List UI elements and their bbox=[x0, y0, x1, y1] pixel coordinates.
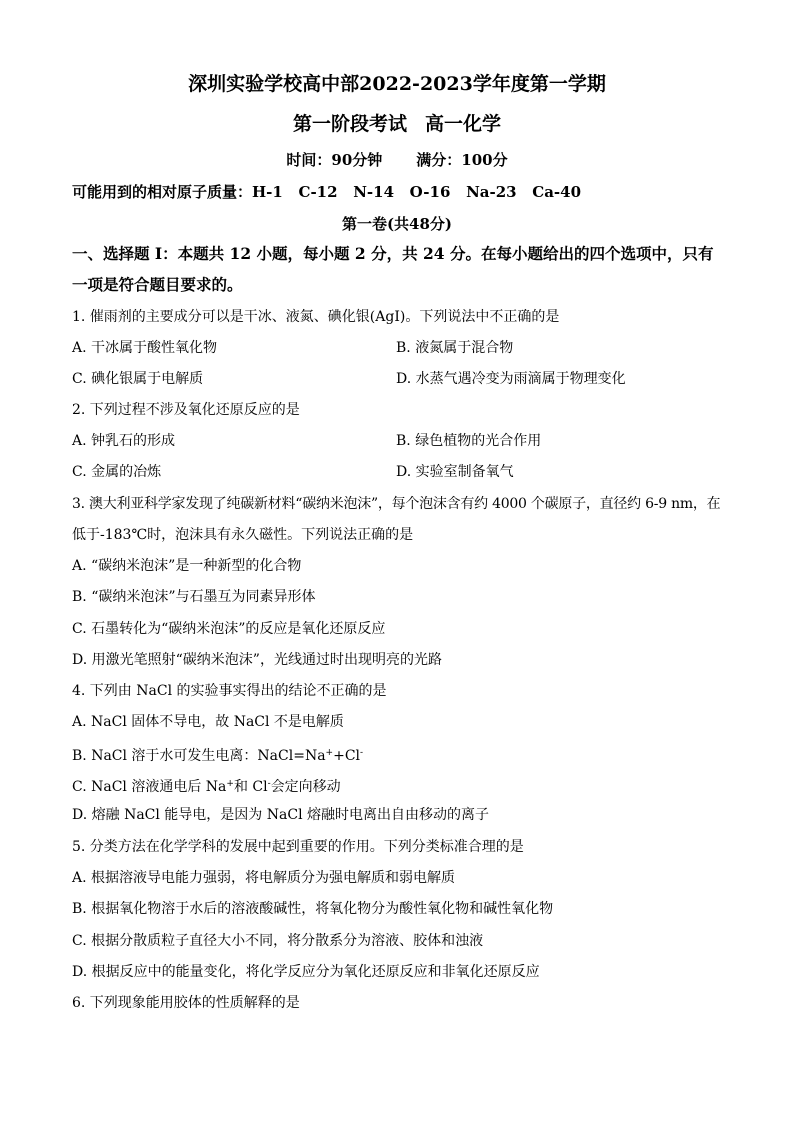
q4-option-d: D. 熔融 NaCl 能导电，是因为 NaCl 熔融时电离出自由移动的离子 bbox=[72, 807, 489, 823]
q4-option-c-text: C. NaCl 溶液通电后 Na bbox=[72, 779, 227, 795]
q5-option-c: C. 根据分散质粒子直径大小不同，将分散系分为溶液、胶体和浊液 bbox=[72, 933, 484, 949]
q3-option-c: C. 石墨转化为“碳纳米泡沫”的反应是氧化还原反应 bbox=[72, 621, 386, 637]
q4-option-b-mid: +Cl bbox=[333, 748, 361, 764]
exam-subtitle bbox=[0, 112, 794, 136]
exam-stage: 第一阶段考试 bbox=[292, 113, 407, 135]
exam-time: 时间：90分钟 bbox=[286, 151, 383, 169]
q1-option-a: A. 干冰属于酸性氧化物 bbox=[72, 340, 218, 356]
q1-stem: 1. 催雨剂的主要成分可以是干冰、液氮、碘化银(AgI)。下列说法中不正确的是 bbox=[72, 309, 560, 325]
q6-stem: 6. 下列现象能用胶体的性质解释的是 bbox=[72, 995, 300, 1011]
q5-option-a: A. 根据溶液导电能力强弱，将电解质分为强电解质和弱电解质 bbox=[72, 870, 456, 886]
q4-option-a: A. NaCl 固体不导电，故 NaCl 不是电解质 bbox=[72, 714, 344, 730]
atomic-masses: 可能用到的相对原子质量：H-1 C-12 N-14 O-16 Na-23 Ca-40 bbox=[72, 183, 582, 201]
q4-option-c-sup1: + bbox=[226, 779, 234, 789]
exam-meta bbox=[0, 150, 794, 170]
q2-stem: 2. 下列过程不涉及氧化还原反应的是 bbox=[72, 402, 300, 418]
q5-option-b: B. 根据氧化物溶于水后的溶液酸碱性，将氧化物分为酸性氧化物和碱性氧化物 bbox=[72, 901, 554, 917]
q4-stem: 4. 下列由 NaCl 的实验事实得出的结论不正确的是 bbox=[72, 683, 387, 699]
section-heading-line2: 一项是符合题目要求的。 bbox=[72, 275, 243, 294]
q4-option-c bbox=[72, 775, 341, 796]
q4-option-b-text: B. NaCl 溶于水可发生电离：NaCl=Na bbox=[72, 748, 326, 764]
q2-option-b: B. 绿色植物的光合作用 bbox=[396, 433, 542, 449]
q3-option-a: A. “碳纳米泡沫”是一种新型的化合物 bbox=[72, 558, 302, 574]
volume-title: 第一卷(共48分) bbox=[341, 215, 453, 233]
q3-option-b: B. “碳纳米泡沫”与石墨互为同素异形体 bbox=[72, 589, 316, 605]
section-heading-line1: 一、选择题 I：本题共 12 小题，每小题 2 分，共 24 分。在每小题给出的四个选项中，只有 bbox=[72, 244, 714, 263]
exam-subject: 高一化学 bbox=[425, 113, 502, 135]
q2-option-a: A. 钟乳石的形成 bbox=[72, 433, 176, 449]
q3-option-d: D. 用激光笔照射“碳纳米泡沫”，光线通过时出现明亮的光路 bbox=[72, 652, 442, 668]
q4-option-c-end: 会定向移动 bbox=[270, 779, 341, 795]
q4-option-b-sup1: + bbox=[325, 748, 334, 758]
q5-option-d: D. 根据反应中的能量变化，将化学反应分为氧化还原反应和非氧化还原反应 bbox=[72, 964, 540, 980]
q4-option-b-sup2: - bbox=[360, 748, 364, 758]
q4-option-c-mid: 和 Cl bbox=[233, 779, 268, 795]
q2-option-c: C. 金属的冶炼 bbox=[72, 464, 162, 480]
exam-full-score: 满分：100分 bbox=[416, 151, 508, 169]
q3-stem-line2: 低于-183℃时，泡沫具有永久磁性。下列说法正确的是 bbox=[72, 527, 414, 543]
exam-title: 深圳实验学校高中部2022-2023学年度第一学期 bbox=[188, 73, 606, 95]
q1-option-c: C. 碘化银属于电解质 bbox=[72, 371, 204, 387]
q1-option-d: D. 水蒸气遇冷变为雨滴属于物理变化 bbox=[396, 371, 626, 387]
q4-option-c-sup2: - bbox=[267, 779, 271, 789]
q4-option-b bbox=[72, 744, 363, 765]
q2-option-d: D. 实验室制备氧气 bbox=[396, 464, 514, 480]
q5-stem: 5. 分类方法在化学学科的发展中起到重要的作用。下列分类标准合理的是 bbox=[72, 839, 524, 855]
q1-option-b: B. 液氮属于混合物 bbox=[396, 340, 514, 356]
q3-stem-line1: 3. 澳大利亚科学家发现了纯碳新材料“碳纳米泡沫”，每个泡沫含有约 4000 个碳原子，直径约 6-9 nm，在 bbox=[72, 496, 721, 512]
